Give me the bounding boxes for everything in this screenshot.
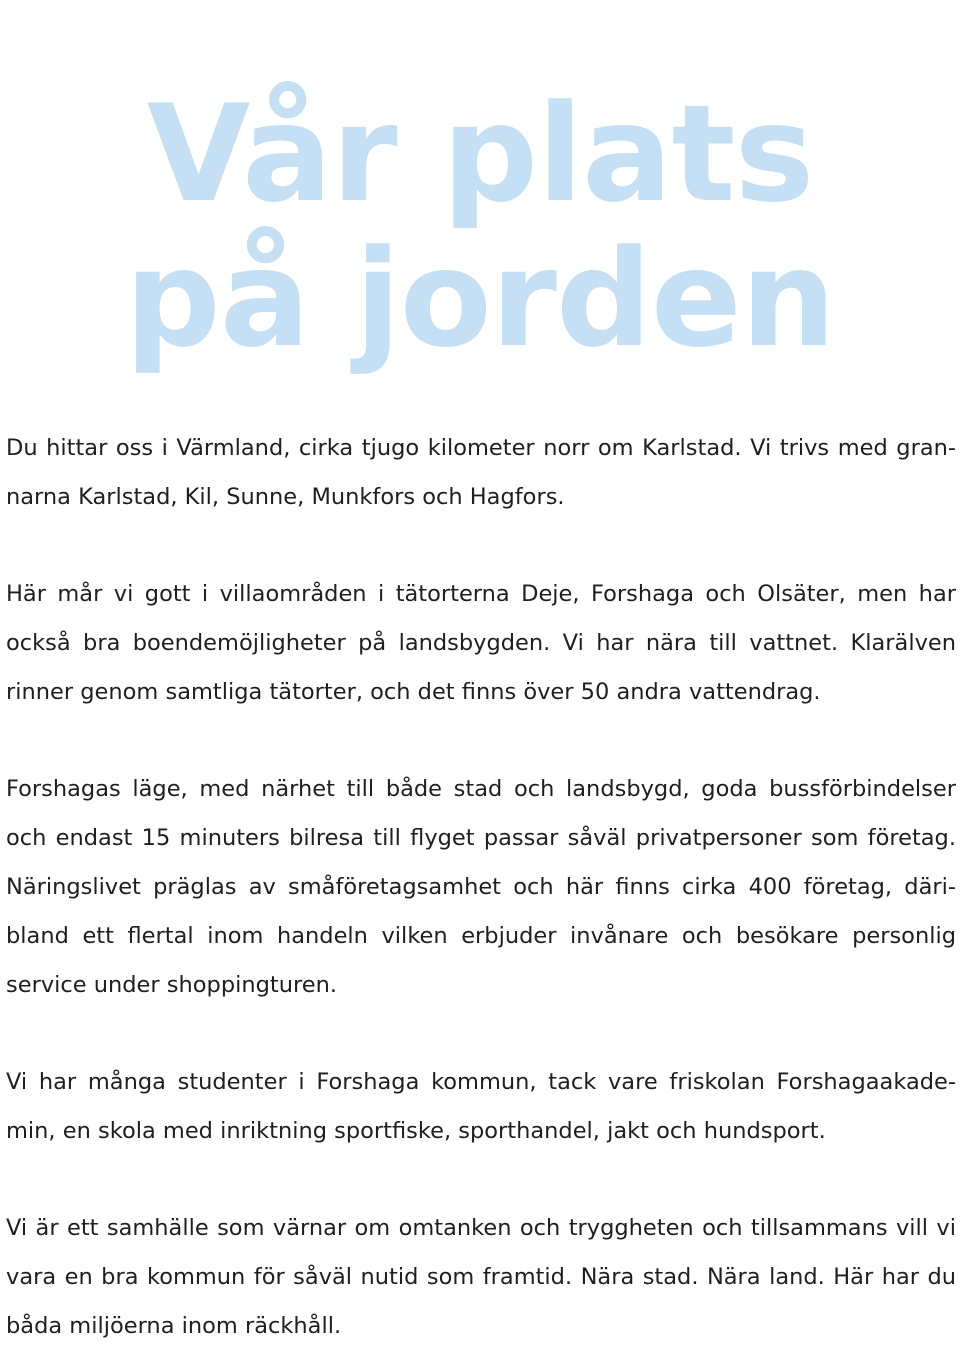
body-text bbox=[6, 424, 956, 1351]
paragraph-line: rinner genom samtliga tätorter, och det finns över 50 andra vattendrag. bbox=[6, 679, 821, 705]
paragraph-business bbox=[6, 765, 956, 1010]
paragraph-line: Här mår vi gott i villaområden i tätorterna Deje, Forshaga och Olsäter, men har bbox=[6, 581, 956, 607]
paragraph-line: Forshagas läge, med närhet till både stad och landsbygd, goda bussförbindelser bbox=[6, 776, 956, 802]
paragraph-line: service under shoppingturen. bbox=[6, 972, 337, 998]
paragraph-gap bbox=[6, 522, 956, 570]
paragraph-line: narna Karlstad, Kil, Sunne, Munkfors och Hagfors. bbox=[6, 484, 565, 510]
paragraph-gap bbox=[6, 1010, 956, 1058]
paragraph-living bbox=[6, 570, 956, 717]
paragraph-location bbox=[6, 424, 956, 522]
paragraph-line: också bra boendemöjligheter på landsbygden. Vi har nära till vattnet. Klarälven bbox=[6, 630, 956, 656]
paragraph-line: bland ett flertal inom handeln vilken erbjuder invånare och besökare personlig bbox=[6, 923, 956, 949]
paragraph-students bbox=[6, 1058, 956, 1156]
paragraph-line: Näringslivet präglas av småföretagsamhet och här finns cirka 400 företag, däri- bbox=[6, 874, 956, 900]
paragraph-gap bbox=[6, 717, 956, 765]
paragraph-line: Du hittar oss i Värmland, cirka tjugo kilometer norr om Karlstad. Vi trivs med gran- bbox=[6, 435, 956, 461]
paragraph-line: min, en skola med inriktning sportfiske, sporthandel, jakt och hundsport. bbox=[6, 1118, 826, 1144]
page-title-line-2: på jorden bbox=[124, 220, 836, 377]
paragraph-community bbox=[6, 1204, 956, 1351]
paragraph-line: vara en bra kommun för såväl nutid som framtid. Nära stad. Nära land. Här har du bbox=[6, 1264, 956, 1290]
paragraph-line: Vi har många studenter i Forshaga kommun, tack vare friskolan Forshagaakade- bbox=[6, 1069, 956, 1095]
paragraph-line: båda miljöerna inom räckhåll. bbox=[6, 1313, 342, 1339]
page-title-line-1: Vår plats bbox=[146, 75, 814, 232]
paragraph-gap bbox=[6, 1156, 956, 1204]
paragraph-line: Vi är ett samhälle som värnar om omtanken och tryggheten och tillsammans vill vi bbox=[6, 1215, 956, 1241]
paragraph-line: och endast 15 minuters bilresa till flyget passar såväl privatpersoner som företag. bbox=[6, 825, 956, 851]
